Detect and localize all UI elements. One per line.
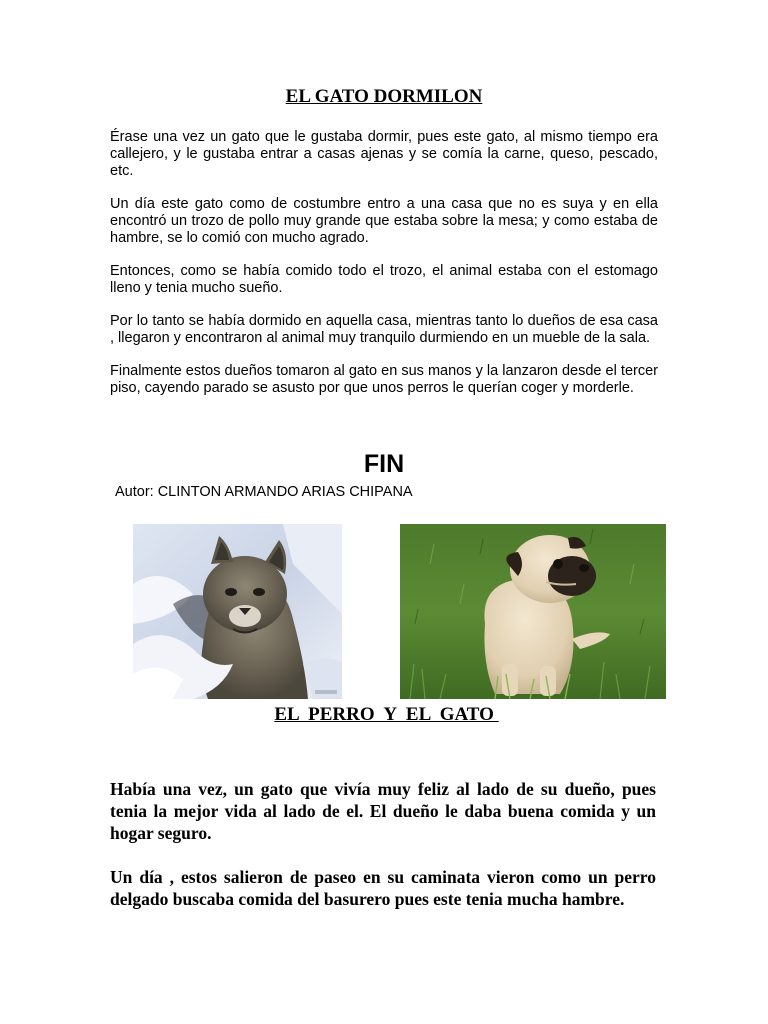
story-body: [110, 778, 656, 932]
author-line: Autor: CLINTON ARMANDO ARIAS CHIPANA: [115, 484, 413, 500]
paragraph: Érase una vez un gato que le gustaba dormir, pues este gato, al mismo tiempo era callejero, y le gustaba entrar a casas ajenas y se comía la carne, queso, pescado, etc.: [110, 129, 658, 179]
pug-photo: [400, 524, 666, 699]
story-body: [110, 129, 658, 413]
paragraph: Un día este gato como de costumbre entro a una casa que no es suya y en ella encontró un trozo de pollo muy grande que estaba sobre la mesa; y como estaba de hambre, se lo comió con mucho agrado.: [110, 196, 658, 246]
paragraph: Finalmente estos dueños tomaron al gato en sus manos y la lanzaron desde el tercer piso, cayendo parado se asusto por que unos perros le querían coger y morderle.: [110, 363, 658, 396]
paragraph: Un día , estos salieron de paseo en su caminata vieron como un perro delgado buscaba comida del basurero pues este tenia mucha hambre.: [110, 867, 656, 909]
paragraph: Había una vez, un gato que vivía muy feliz al lado de su dueño, pues tenia la mejor vida al lado de el. El dueño le daba buena comida y un hogar seguro.: [110, 779, 656, 843]
paragraph: Entonces, como se había comido todo el trozo, el animal estaba con el estomago lleno y tenia mucho sueño.: [110, 263, 658, 296]
paragraph: Por lo tanto se había dormido en aquella casa, mientras tanto lo dueños de esa casa , llegaron y encontraron al animal muy tranquilo durmiendo en un mueble de la sala.: [110, 313, 658, 346]
story-title: EL GATO DORMILON: [285, 86, 483, 107]
cougar-cub-photo: [133, 524, 342, 699]
story-title: EL PERRO Y EL GATO: [274, 704, 499, 725]
fin-heading: FIN: [363, 450, 405, 478]
